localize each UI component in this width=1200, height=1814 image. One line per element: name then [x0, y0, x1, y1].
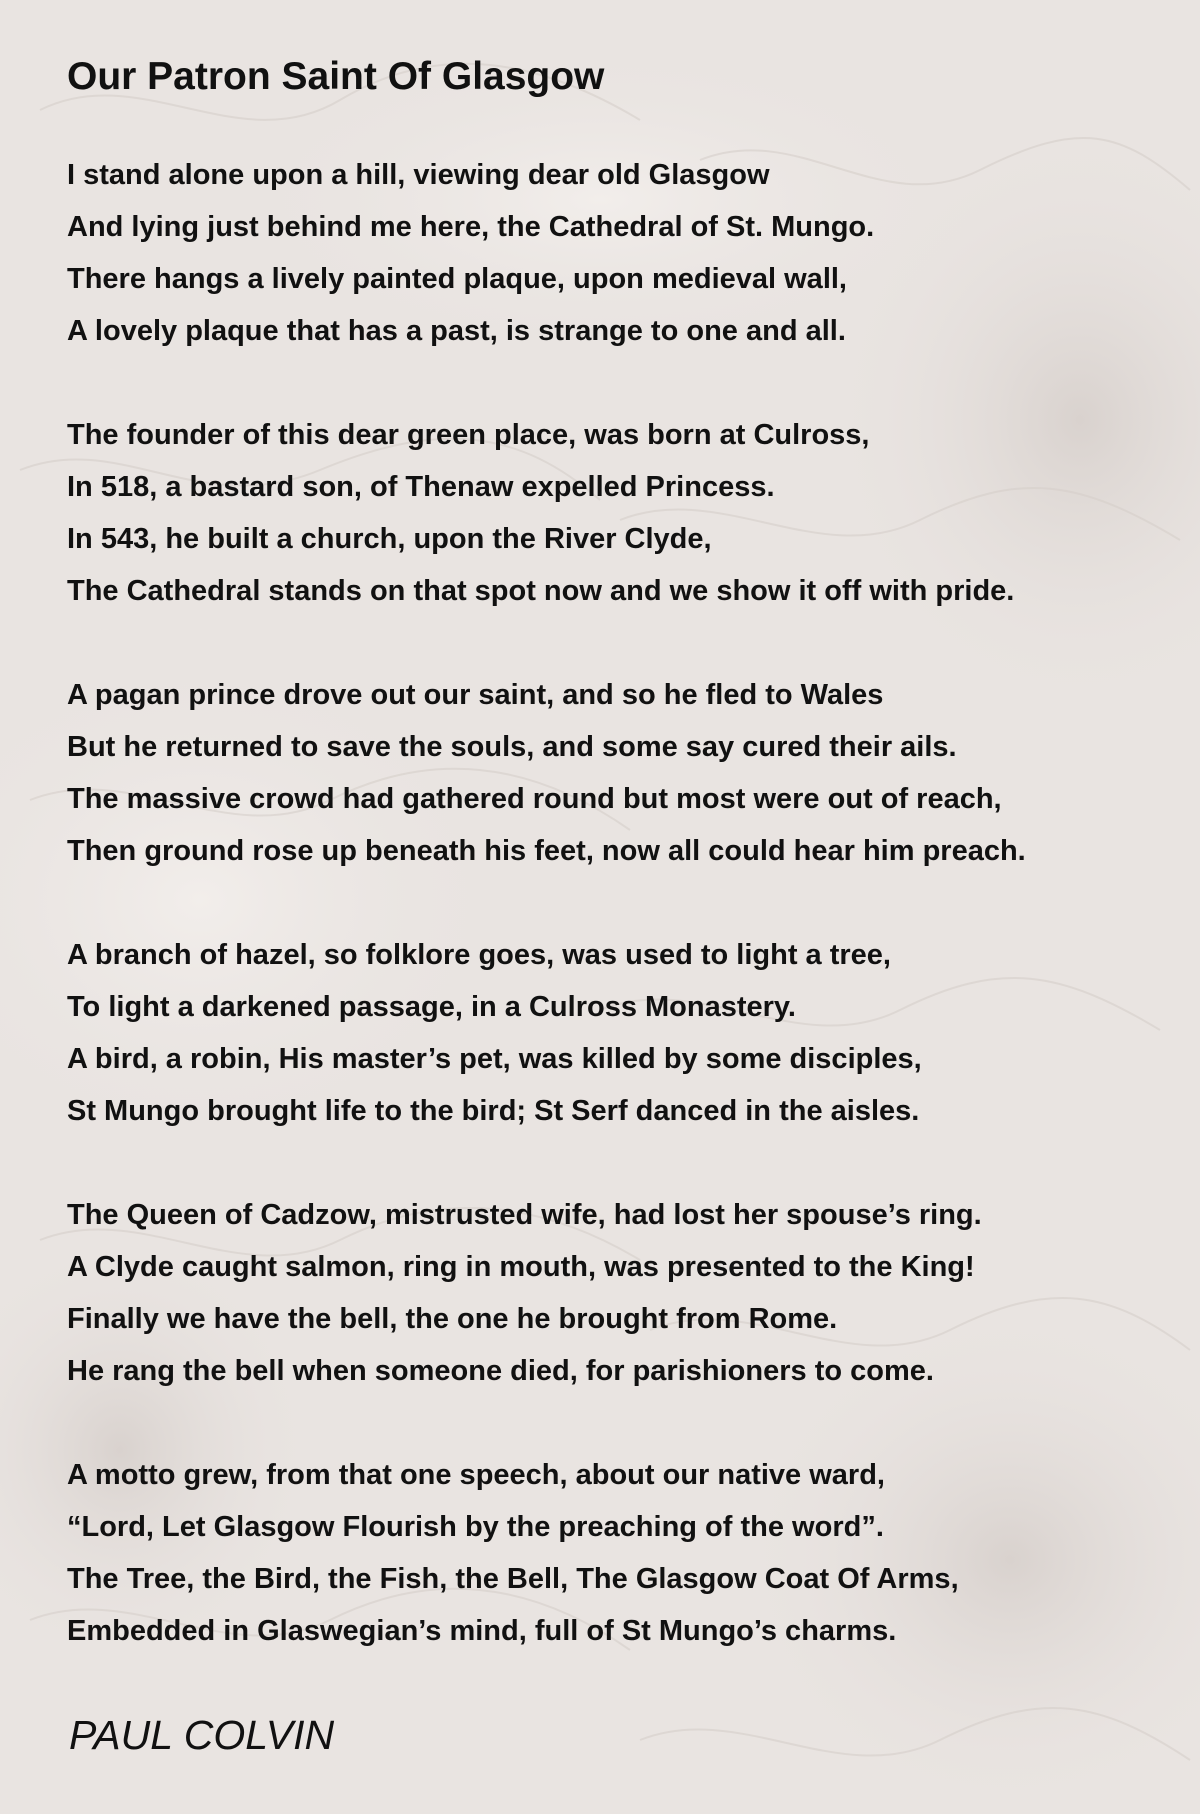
poem-line: A motto grew, from that one speech, about our native ward,	[67, 1459, 885, 1491]
poem-line: But he returned to save the souls, and some say cured their ails.	[67, 731, 957, 763]
poem-line: In 518, a bastard son, of Thenaw expelled Princess.	[67, 471, 775, 503]
stanza-6	[67, 1449, 1187, 1657]
poem-line: Finally we have the bell, the one he brought from Rome.	[67, 1303, 838, 1335]
poem-line: To light a darkened passage, in a Culross Monastery.	[67, 991, 796, 1023]
poem-line: Then ground rose up beneath his feet, now all could hear him preach.	[67, 835, 1026, 867]
poem-line: Embedded in Glaswegian’s mind, full of St Mungo’s charms.	[67, 1615, 897, 1647]
stanza-2	[67, 409, 1187, 617]
poem-line: He rang the bell when someone died, for parishioners to come.	[67, 1355, 934, 1387]
poem-line: A bird, a robin, His master’s pet, was killed by some disciples,	[67, 1043, 922, 1075]
poem-line: In 543, he built a church, upon the River Clyde,	[67, 523, 712, 555]
stanza-1	[67, 149, 1187, 357]
poem-line: The Cathedral stands on that spot now and we show it off with pride.	[67, 575, 1015, 607]
poem-line: The massive crowd had gathered round but most were out of reach,	[67, 783, 1002, 815]
poem-line: A pagan prince drove out our saint, and so he fled to Wales	[67, 679, 884, 711]
poem-line: There hangs a lively painted plaque, upon medieval wall,	[67, 263, 847, 295]
poem-line: A branch of hazel, so folklore goes, was used to light a tree,	[67, 939, 891, 971]
poem-line: The Queen of Cadzow, mistrusted wife, had lost her spouse’s ring.	[67, 1199, 982, 1231]
poem-body	[67, 149, 1187, 1709]
poem-author: PAUL COLVIN	[69, 1712, 335, 1758]
poem-line: The Tree, the Bird, the Fish, the Bell, The Glasgow Coat Of Arms,	[67, 1563, 959, 1595]
stanza-4	[67, 929, 1187, 1137]
poem-line: A Clyde caught salmon, ring in mouth, was presented to the King!	[67, 1251, 975, 1283]
poem-line: The founder of this dear green place, was born at Culross,	[67, 419, 870, 451]
stanza-3	[67, 669, 1187, 877]
poem-title: Our Patron Saint Of Glasgow	[67, 55, 605, 98]
poem-line: I stand alone upon a hill, viewing dear old Glasgow	[67, 159, 770, 191]
poem-line: St Mungo brought life to the bird; St Serf danced in the aisles.	[67, 1095, 920, 1127]
poem-line: “Lord, Let Glasgow Flourish by the preaching of the word”.	[67, 1511, 884, 1543]
stanza-5	[67, 1189, 1187, 1397]
poem-line: And lying just behind me here, the Cathedral of St. Mungo.	[67, 211, 875, 243]
poem-line: A lovely plaque that has a past, is strange to one and all.	[67, 315, 846, 347]
